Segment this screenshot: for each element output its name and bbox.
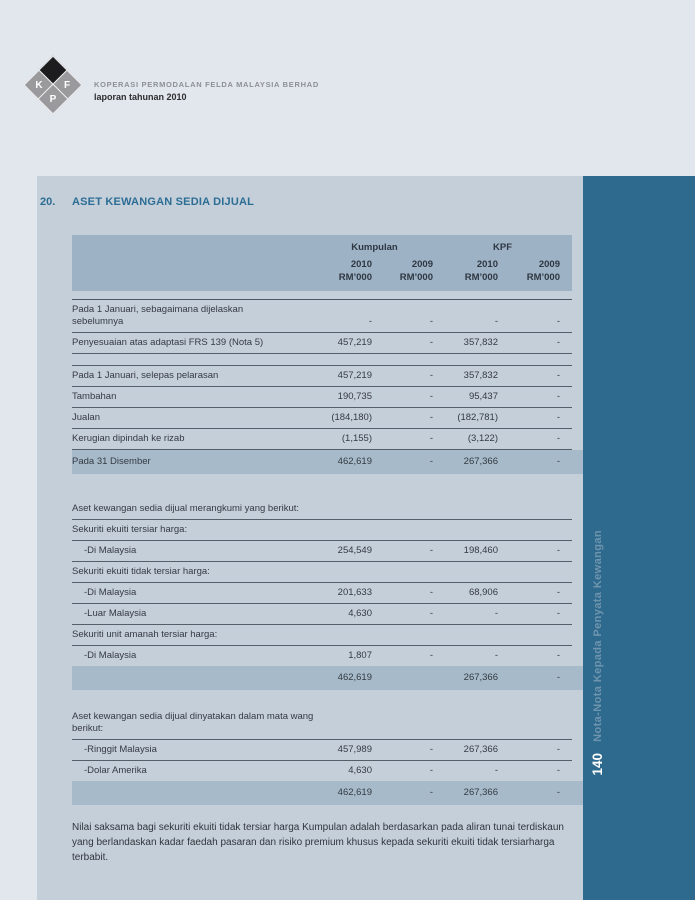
table-spacer — [72, 354, 572, 366]
table-subheader-row: Sekuriti ekuiti tidak tersiar harga: — [72, 562, 572, 583]
col-year: 2010 — [350, 259, 372, 270]
page-number: 140 — [590, 753, 605, 776]
kpf-logo-icon — [26, 58, 80, 112]
section-intro: Aset kewangan sedia dijual dinyatakan dalam mata wang berikut: — [72, 706, 572, 740]
col-year: 2010 — [476, 259, 498, 270]
col-unit: RM’000 — [464, 272, 498, 283]
table-row: Penyesuaian atas adaptasi FRS 139 (Nota 5) 457,219 - 357,832 - — [72, 333, 572, 354]
col-unit: RM’000 — [526, 272, 560, 283]
section-intro: Aset kewangan sedia dijual merangkumi yang berikut: — [72, 498, 572, 520]
logo-diamond-p: P — [37, 83, 68, 114]
table-row: Pada 1 Januari, selepas pelarasan 457,219 - 357,832 - — [72, 366, 572, 387]
financial-table — [72, 235, 572, 805]
col-unit: RM’000 — [338, 272, 372, 283]
table-section-composition — [72, 498, 572, 690]
masthead-text — [94, 68, 319, 102]
table-row: Kerugian dipindah ke rizab (1,155) - (3,122) - — [72, 429, 572, 450]
table-row: -Luar Malaysia 4,630 - - - — [72, 604, 572, 625]
table-section-currency — [72, 706, 572, 805]
content-area — [37, 176, 583, 900]
table-row: -Di Malaysia 254,549 - 198,460 - — [72, 541, 572, 562]
company-name: KOPERASI PERMODALAN FELDA MALAYSIA BERHAD — [94, 80, 319, 89]
col-unit: RM’000 — [399, 272, 433, 283]
sidebar-chapter-label: Nota-Nota Kepada Penyata Kewangan — [592, 530, 604, 742]
table-subheader-row: Sekuriti unit amanah tersiar harga: — [72, 625, 572, 646]
group-header-kpf: KPF — [493, 242, 512, 253]
table-row: Jualan (184,180) - (182,781) - — [72, 408, 572, 429]
table-total-row: Pada 31 Disember 462,619 - 267,366 - — [72, 450, 572, 474]
table-row: -Dolar Amerika 4,630 - - - — [84, 765, 560, 776]
col-year: 2009 — [538, 259, 560, 270]
logo-diamond-k: K — [23, 69, 54, 100]
logo-diamond-f: F — [51, 69, 82, 100]
table-total-row: 462,619 - 267,366 - — [72, 781, 572, 805]
table-total-row: 462,619 267,366 - — [72, 666, 572, 690]
footnote-text: Nilai saksama bagi sekuriti ekuiti tidak tersiar harga Kumpulan adalah berdasarkan pada aliran tunai terdiskaun yang berlandaskan kadar faedah pasaran dan risiko premium khusus kepada sekuriti ekuiti tidak tersiarharga terbabit. — [72, 822, 564, 863]
section-number: 20. — [40, 196, 56, 208]
report-title: laporan tahunan 2010 — [94, 92, 187, 102]
section-heading — [40, 196, 583, 208]
table-row: -Di Malaysia 201,633 - 68,906 - — [72, 583, 572, 604]
group-header-kumpulan: Kumpulan — [351, 242, 398, 253]
masthead — [26, 58, 319, 112]
col-year: 2009 — [411, 259, 433, 270]
table-header — [72, 235, 572, 291]
table-row: Tambahan 190,735 - 95,437 - — [72, 387, 572, 408]
table-row: Pada 1 Januari, sebagaimana dijelaskan sebelumnya - - - - — [72, 299, 572, 333]
section-title: ASET KEWANGAN SEDIA DIJUAL — [72, 196, 255, 208]
table-row: -Di Malaysia 1,807 - - - — [84, 650, 560, 661]
table-subheader-row: Sekuriti ekuiti tersiar harga: — [72, 520, 572, 541]
sidebar — [583, 176, 695, 900]
table-row: -Ringgit Malaysia 457,989 - 267,366 - — [72, 740, 572, 761]
